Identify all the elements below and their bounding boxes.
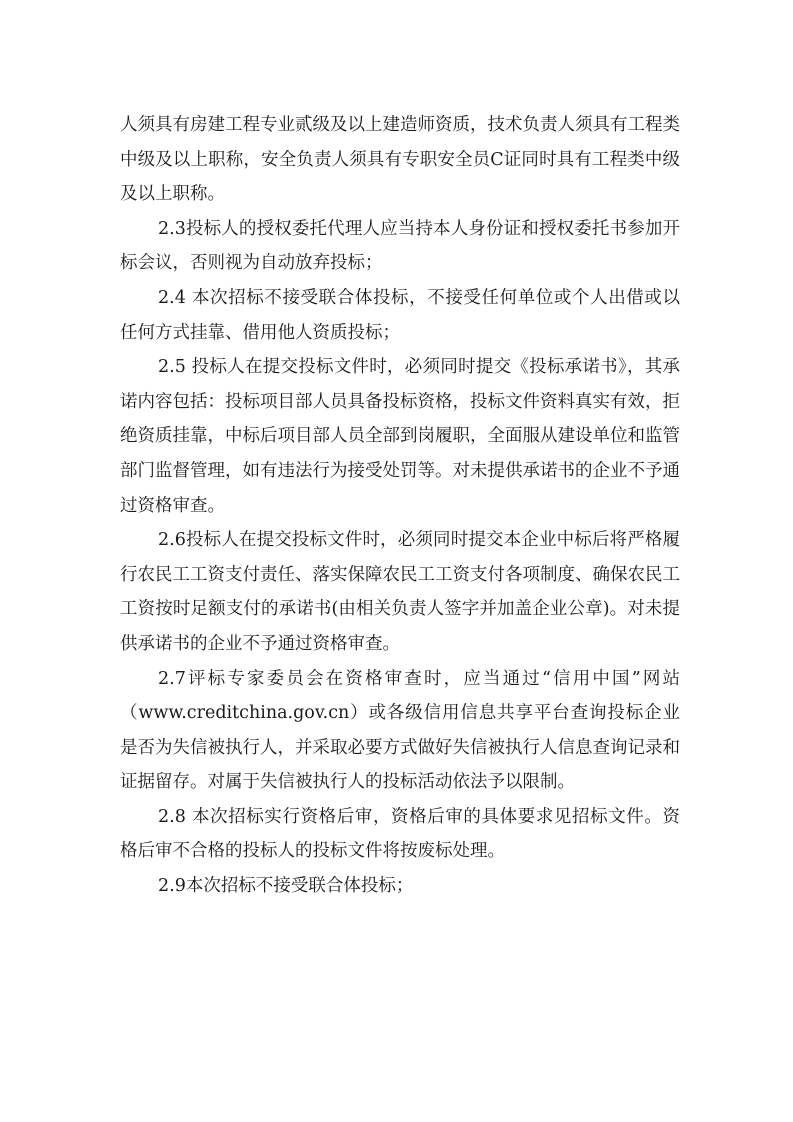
paragraph-2-9: 2.9本次招标不接受联合体投标；	[158, 876, 414, 897]
paragraph-2-7: 2.7评标专家委员会在资格审查时，应当通过“信用中国”网站（www.creditchina.gov.cn）或各级信用信息共享平台查询投标企业是否为失信被执行人，并采取必要方式做好失信被执行人信息查询记录和证据留存。对属于失信被执行人的投标活动依法予以限制。	[120, 668, 680, 793]
paragraph-2-4: 2.4 本次招标不接受联合体投标，不接受任何单位或个人出借或以任何方式挂靠、借用他人资质投标；	[120, 287, 680, 343]
paragraph-2-8: 2.8 本次招标实行资格后审，资格后审的具体要求见招标文件。资格后审不合格的投标人的投标文件将按废标处理。	[120, 806, 680, 862]
paragraph-2-6: 2.6投标人在提交投标文件时，必须同时提交本企业中标后将严格履行农民工工资支付责任、落实保障农民工工资支付各项制度、确保农民工工资按时足额支付的承诺书(由相关负责人签字并加盖企业公章)。对未提供承诺书的企业不予通过资格审查。	[120, 530, 680, 654]
paragraph-2-3: 2.3投标人的授权委托代理人应当持本人身份证和授权委托书参加开标会议，否则视为自动放弃投标；	[120, 218, 680, 274]
document-body	[120, 108, 680, 904]
paragraph-2-5: 2.5 投标人在提交投标文件时，必须同时提交《投标承诺书》，其承诺内容包括：投标项目部人员具备投标资格，投标文件资料真实有效，拒绝资质挂靠，中标后项目部人员全部到岗履职，全面服从建设单位和监管部门监督管理，如有违法行为接受处罚等。对未提供承诺书的企业不予通过资格审查。	[120, 357, 680, 516]
paragraph-qualification-continued: 人须具有房建工程专业贰级及以上建造师资质，技术负责人须具有工程类中级及以上职称，安全负责人须具有专职安全员C证同时具有工程类中级及以上职称。	[120, 115, 680, 205]
